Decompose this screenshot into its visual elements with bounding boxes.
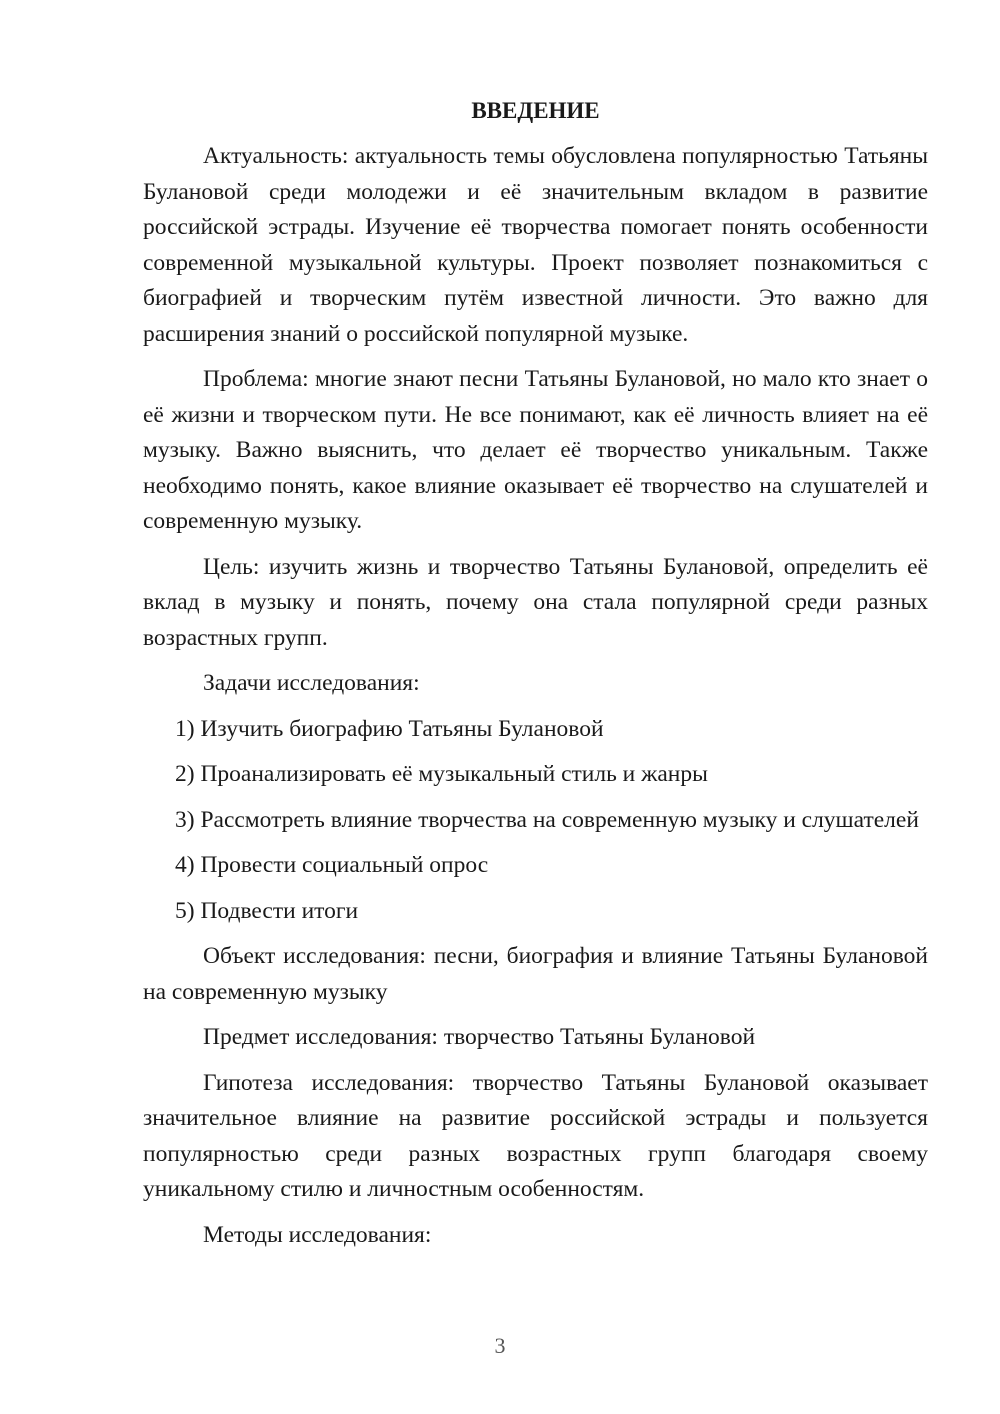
task-item: 1) Изучить биографию Татьяны Булановой bbox=[175, 715, 604, 742]
page-number: 3 bbox=[494, 1333, 506, 1358]
task-item: 5) Подвести итоги bbox=[175, 897, 359, 924]
problem-paragraph: Проблема: многие знают песни Татьяны Булановой, но мало кто знает о её жизни и творческом пути. Не все понимают, как её личность влияет на её музыку. Важно выяснить, что делает её творчество уникальным. Также необходимо понять, какое влияние оказывает её творчество на слушателей и современную музыку. bbox=[143, 366, 928, 534]
relevance-paragraph: Актуальность: актуальность темы обусловлена популярностью Татьяны Булановой среди молодежи и её значительным вкладом в развитие российской эстрады. Изучение её творчества помогает понять особенности современной музыкальной культуры. Проект позволяет познакомиться с биографией и творческим путём известной личности. Это важно для расширения знаний о российской популярной музыке. bbox=[143, 143, 928, 347]
document-page bbox=[143, 95, 928, 1263]
task-item: 2) Проанализировать её музыкальный стиль и жанры bbox=[175, 761, 708, 787]
methods-heading: Методы исследования: bbox=[203, 1221, 432, 1248]
task-item: 4) Провести социальный опрос bbox=[175, 852, 489, 878]
hypothesis-paragraph: Гипотеза исследования: творчество Татьяны Булановой оказывает значительное влияние на развитие российской эстрады и пользуется популярностью среди разных возрастных групп благодаря своему уникальному стилю и личностным особенностям. bbox=[143, 1069, 928, 1202]
tasks-heading: Задачи исследования: bbox=[203, 670, 420, 696]
section-heading: ВВЕДЕНИЕ bbox=[471, 98, 600, 123]
subject-paragraph: Предмет исследования: творчество Татьяны Булановой bbox=[203, 1024, 756, 1050]
task-item: 3) Рассмотреть влияние творчества на современную музыку и слушателей bbox=[175, 806, 919, 833]
goal-paragraph: Цель: изучить жизнь и творчество Татьяны Булановой, определить её вклад в музыку и понять, почему она стала популярной среди разных возрастных групп. bbox=[143, 553, 928, 651]
object-paragraph: Объект исследования: песни, биография и влияние Татьяны Булановой на современную музыку bbox=[143, 943, 928, 1005]
